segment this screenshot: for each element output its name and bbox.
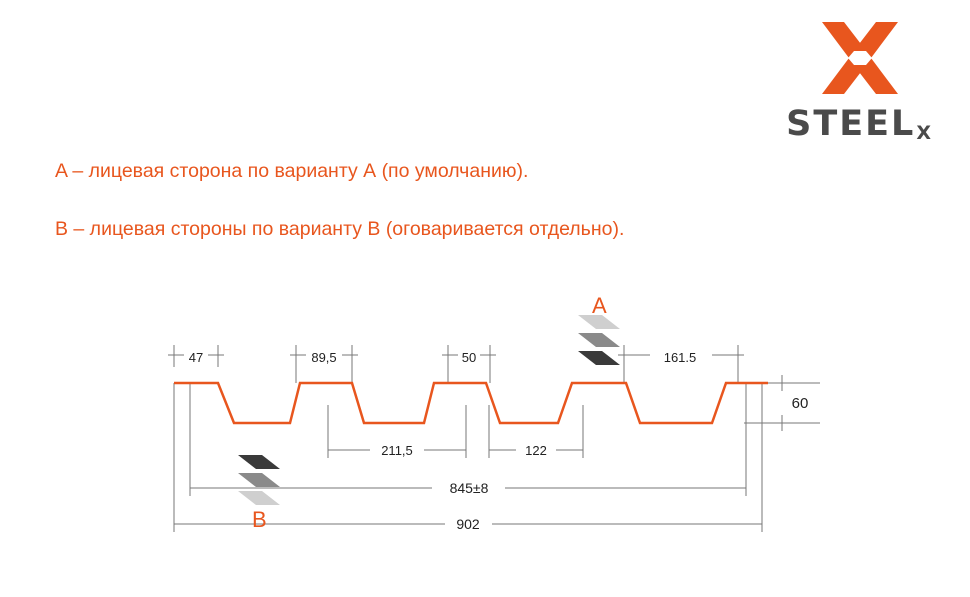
profile-outline	[174, 383, 768, 423]
dimension-902: 902	[456, 516, 480, 532]
steelx-x-mark-icon	[820, 18, 900, 98]
dimension-47: 47	[188, 350, 204, 365]
marker-b-chevron-icon	[238, 455, 280, 505]
dimension-50: 50	[461, 350, 477, 365]
dimension-122: 122	[525, 443, 547, 458]
dimension-845: 845±8	[449, 480, 489, 496]
steelx-wordmark	[670, 104, 930, 144]
logo-superscript: X	[916, 122, 931, 144]
steelx-logo	[670, 18, 930, 143]
dimension-211-5: 211,5	[381, 443, 413, 458]
legend-line-b: B – лицевая стороны по варианту B (оговаривается отдельно).	[55, 218, 625, 240]
profile-drawing	[0, 255, 970, 575]
dimension-60: 60	[791, 395, 809, 412]
marker-a-label: A	[592, 293, 607, 318]
dimension-89-5: 89,5	[311, 350, 337, 365]
logo-word: STEEL	[786, 104, 916, 144]
dimension-161-5: 161.5	[663, 350, 697, 365]
marker-b-label: B	[252, 507, 267, 532]
marker-a-chevron-icon	[578, 315, 620, 365]
legend-line-a: A – лицевая сторона по варианту А (по умолчанию).	[55, 160, 529, 182]
